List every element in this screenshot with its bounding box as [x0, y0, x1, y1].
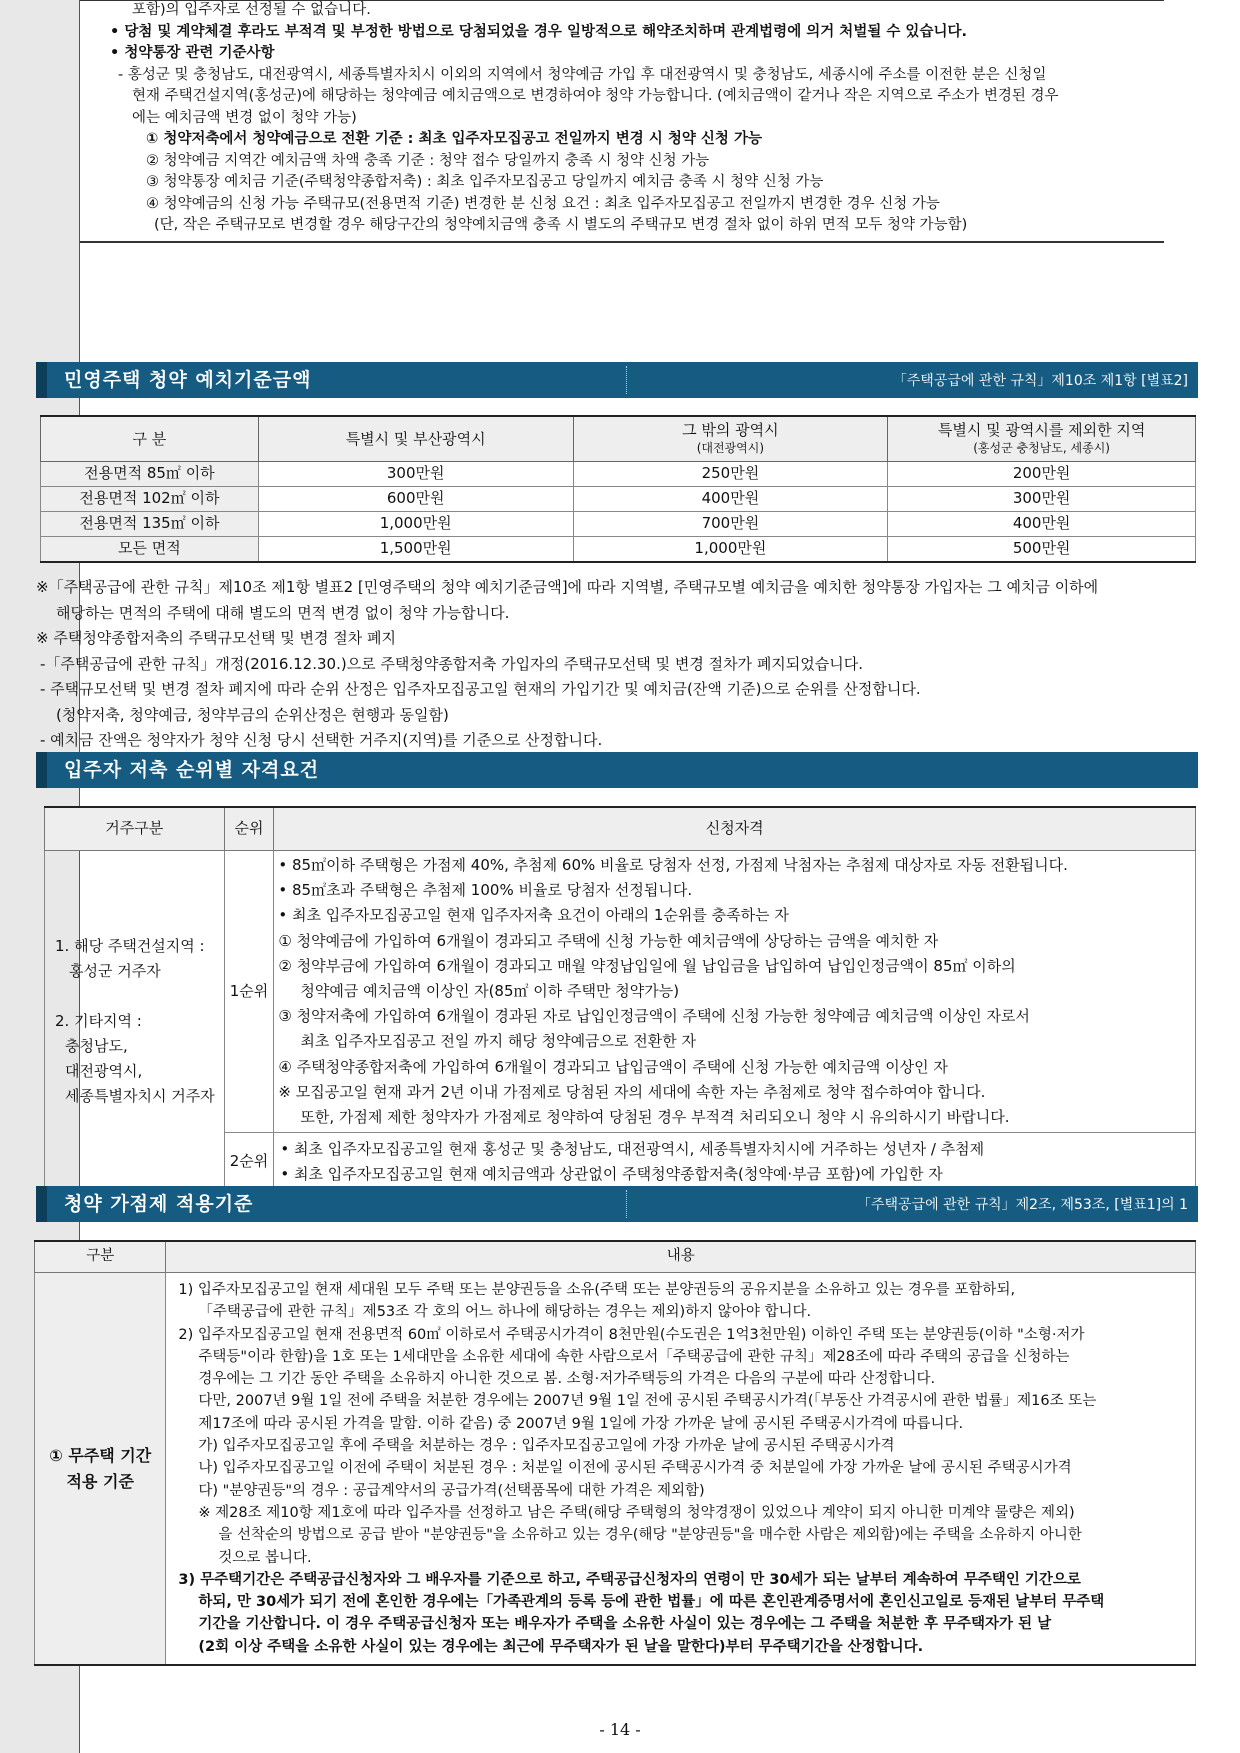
criteria-content: 1) 입주자모집공고일 현재 세대원 모두 주택 또는 분양권등을 소유(주택 또는 분양권등의 공유지분을 소유하고 있는 경우를 포함하되, 「주택공급에 관한 규칙」제53조 각 호의 어느 하나에 해당하는 경우는 제외)하지 않아야 합니다. 2) 입주자모집공고일 현재 전용면적 60㎡ 이하로서 주택공시가격이 8천만원(수도권은 1억3천만원) 이하인 주택 또는 분양권등(이하 "소형·저가 주택등"이라 한함)을 1호 또는 1세대만을 소유한 세대에 속한 사람으로서「주택공급에 관한 규칙」제28조에 따라 주택의 공급을 신청하는 경우에는 그 기간 동안 주택을 소유하지 아니한 것으로 봄. 소형·저가주택등의 가격은 다음의 구분에 따라 산정합니다. 다만, 2007년 9월 1일 전에 주택을 처분한 경우에는 2007년 9월 1일 전에 공시된 주택공시가격(「부동산 가격공시에 관한 법률」제16조 또는 제17조에 따라 공시된 가격을 말함. 이하 같음) 중 2007년 9월 1일에 가장 가까운 날에 공시된 주택공시가격에 따릅니다. 가) 입주자모집공고일 후에 주택을 처분하는 경우 : 입주자모집공고일에 가장 가까운 날에 공시된 주택공시가격 나) 입주자모집공고일 이전에 주택이 처분된 경우 : 처분일 이전에 공시된 주택공시가격 중 처분일에 가장 가까운 날에 공시된 주택공시가격 다) "분양권등"의 경우 : 공급계약서의 공급가격(선택품목에 대한 가격은 제외함) ※ 제28조 제10항 제1호에 따라 입주자를 선정하고 남은 주택(해당 주택형의 청약경쟁이 있었으나 계약이 되지 아니한 미계약 물량은 제외) 을 선착순의 방법으로 공급 받아 "분양권등"을 소유하고 있는 경우(해당 "분양권등"을 매수한 사람은 제외함)에는 주택을 소유하지 아니한 것으로 봅니다. 3) 무주택기간은 주택공급신청자와 그 배우자를 기준으로 하고, 주택공급신청자의 연령이 만 30세가 되는 날부터 계속하여 무주택인 기간으로 하되, 만 30세가 되기 전에 혼인한 경우에는「가족관계의 등록 등에 관한 법률」에 따른 혼인관계증명서에 혼인신고일로 등재된 날부터 무주택 기간을 기산합니다. 이 경우 주택공급신청자 또는 배우자가 주택을 소유한 사실이 있는 경우에는 그 주택을 처분한 후 무주택자가 된 날 (2회 이상 주택을 소유한 사실이 있는 경우에는 최근에 무주택자가 된 날을 말한다)부터 무주택기간을 산정합니다. — [166, 1273, 1196, 1666]
note-item: (단, 작은 주택규모로 변경할 경우 해당구간의 청약예치금액 충족 시 별도의 주택규모 변경 절차 없이 하위 면적 모두 청약 가능함) — [154, 217, 968, 233]
note-warning: • 당첨 및 계약체결 후라도 부적격 및 부정한 방법으로 당첨되었을 경우 일방적으로 해약조치하며 관계법령에 의거 처벌될 수 있습니다. — [110, 23, 967, 40]
note-line: 해당하는 면적의 주택에 대해 별도의 면적 변경 없이 청약 가능합니다. — [56, 603, 510, 622]
section-reference: 「주택공급에 관한 규칙」제10조 제1항 [별표2] — [892, 373, 1188, 389]
note-line: - 주택규모선택 및 변경 절차 폐지에 따라 순위 산정은 입주자모집공고일 현재의 가입기간 및 예치금(잔액 기준)으로 순위를 산정합니다. — [40, 680, 921, 698]
rank-label: 2순위 — [224, 1133, 274, 1193]
section-title: 입주자 저축 순위별 자격요건 — [64, 759, 320, 781]
section-header-point-system — [36, 1186, 1198, 1222]
rank-label: 1순위 — [224, 851, 274, 1133]
table-row: 전용면적 102㎡ 이하 600만원 400만원 300만원 — [41, 487, 1196, 512]
point-system-table — [34, 1240, 1196, 1666]
section-title: 민영주택 청약 예치기준금액 — [64, 369, 312, 391]
column-header: 구 분 — [41, 416, 259, 462]
column-header: 특별시 및 부산광역시 — [258, 416, 573, 462]
table-row — [35, 1273, 1196, 1666]
note-line: 포함)의 입주자로 선정될 수 없습니다. — [132, 2, 371, 18]
note-line: ※ 주택청약종합저축의 주택규모선택 및 변경 절차 폐지 — [36, 629, 396, 647]
rank1-qualification: • 85㎡이하 주택형은 가점제 40%, 추첨제 60% 비율로 당첨자 선정, 가점제 낙첨자는 추첨제 대상자로 자동 전환됩니다. • 85㎡초과 주택형은 추첨제 100% 비율로 당첨자 선정됩니다. • 최초 입주자모집공고일 현재 입주자저축 요건이 아래의 1순위를 충족하는 자 ① 청약예금에 가입하여 6개월이 경과되고 주택에 신청 가능한 예치금액에 상당하는 금액을 예치한 자 ② 청약부금에 가입하여 6개월이 경과되고 매월 약정납입일에 월 납입금을 납입하여 납입인정금액이 85㎡ 이하의 청약예금 예치금액 이상인 자(85㎡ 이하 주택만 청약가능) ③ 청약저축에 가입하여 6개월이 경과된 자로 납입인정금액이 주택에 신청 가능한 청약예금 예치금액 이상인 자로서 최초 입주자모집공고 전일 까지 해당 청약예금으로 전환한 자 ④ 주택청약종합저축에 가입하여 6개월이 경과되고 납입금액이 주택에 신청 가능한 예치금액 이상인 자 ※ 모집공고일 현재 과거 2년 이내 가점제로 당첨된 자의 세대에 속한 자는 추첨제로 청약 접수하여야 합니다. 또한, 가점제 제한 청약자가 가점제로 청약하여 당첨된 경우 부적격 처리되오니 청약 시 유의하시기 바랍니다. — [274, 851, 1196, 1133]
column-header: 그 밖의 광역시 (대전광역시) — [573, 416, 888, 462]
page-number: - 14 - — [599, 1720, 641, 1739]
note-line: (청약저축, 청약예금, 청약부금의 순위산정은 현행과 동일함) — [56, 705, 449, 724]
column-header: 내용 — [166, 1241, 1196, 1273]
note-item: ② 청약예금 지역간 예치금액 차액 충족 기준 : 청약 접수 당일까지 충족 시 청약 신청 가능 — [146, 152, 710, 169]
note-line: -「주택공급에 관한 규칙」개정(2016.12.30.)으로 주택청약종합저축 가입자의 주택규모선택 및 변경 절차가 폐지되었습니다. — [40, 654, 864, 673]
note-line: ※「주택공급에 관한 규칙」제10조 제1항 별표2 [민영주택의 청약 예치기준금액]에 따라 지역별, 주택규모별 예치금을 예치한 청약통장 가입자는 그 예치금 이하에 — [36, 578, 1099, 596]
table-row: 모든 면적 1,500만원 1,000만원 500만원 — [41, 537, 1196, 563]
qualification-table — [44, 806, 1196, 1193]
column-header: 순위 — [224, 807, 274, 851]
notes-block — [0, 0, 1164, 243]
column-header: 구분 — [35, 1241, 166, 1273]
section-header-deposit — [36, 362, 1198, 398]
table-row: 전용면적 85㎡ 이하 300만원 250만원 200만원 — [41, 462, 1196, 487]
table-row: 전용면적 135㎡ 이하 1,000만원 700만원 400만원 — [41, 512, 1196, 537]
section-title: 청약 가점제 적용기준 — [64, 1193, 254, 1215]
section-header-qualification — [36, 752, 1198, 788]
note-item: ① 청약저축에서 청약예금으로 전환 기준 : 최초 입주자모집공고 전일까지 변경 시 청약 신청 가능 — [146, 131, 762, 147]
column-header: 신청자격 — [274, 807, 1196, 851]
rank2-qualification: • 최초 입주자모집공고일 현재 홍성군 및 충청남도, 대전광역시, 세종특별자치시에 거주하는 성년자 / 추첨제 • 최초 입주자모집공고일 현재 예치금액과 상관없이 주택청약종합저축(청약예·부금 포함)에 가입한 자 — [274, 1133, 1196, 1193]
note-line: - 홍성군 및 충청남도, 대전광역시, 세종특별자치시 이외의 지역에서 청약예금 가입 후 대전광역시 및 충청남도, 세종시에 주소를 이전한 분은 신청일 — [118, 66, 1047, 83]
deposit-table — [40, 415, 1196, 563]
column-header: 거주구분 — [45, 807, 225, 851]
criteria-label: ① 무주택 기간 적용 기준 — [35, 1273, 166, 1666]
deposit-notes — [36, 575, 1196, 754]
section-reference: 「주택공급에 관한 규칙」제2조, 제53조, [별표1]의 1 — [857, 1197, 1188, 1213]
note-line: 에는 예치금액 변경 없이 청약 가능) — [132, 109, 357, 126]
table-row — [45, 851, 1196, 1133]
residence-category: 1. 해당 주택건설지역 : 홍성군 거주자 2. 기타지역 : 충청남도, 대전광역시, 세종특별자치시 거주자 — [45, 851, 225, 1193]
note-heading: • 청약통장 관련 기준사항 — [110, 45, 275, 61]
note-line: - 예치금 잔액은 청약자가 청약 신청 당시 선택한 거주지(지역)를 기준으로 산정합니다. — [40, 731, 603, 749]
note-line: 현재 주택건설지역(홍성군)에 해당하는 청약예금 예치금액으로 변경하여야 청약 가능합니다. (예치금액이 같거나 작은 지역으로 주소가 변경된 경우 — [132, 88, 1059, 104]
note-item: ③ 청약통장 예치금 기준(주택청약종합저축) : 최초 입주자모집공고 당일까지 예치금 충족 시 청약 신청 가능 — [146, 174, 824, 190]
column-header: 특별시 및 광역시를 제외한 지역 (홍성군 충청남도, 세종시) — [888, 416, 1196, 462]
note-item: ④ 청약예금의 신청 가능 주택규모(전용면적 기준) 변경한 분 신청 요건 : 최초 입주자모집공고 전일까지 변경한 경우 신청 가능 — [146, 195, 940, 212]
